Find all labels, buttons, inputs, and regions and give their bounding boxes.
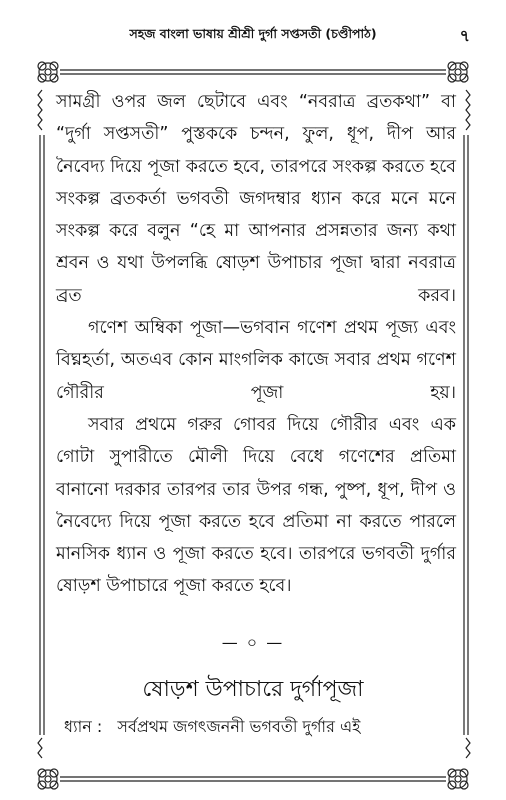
dhyan-text: সর্বপ্রথম জগৎজননী ভগবতী দুর্গার এই <box>117 717 361 736</box>
flower-ornament-icon <box>38 62 58 82</box>
running-title: সহজ বাংলা ভাষায় শ্রীশ্রী দুর্গা সপ্তসতী (চণ্ডীপাঠ) <box>129 26 377 41</box>
paragraph-2: গণেশ অম্বিকা পূজা—ভগবান গণেশ প্রথম পূজ্য এবং বিঘ্নহর্তা, অতএব কোন মাংগলিক কাজে সবার প্রথম গণেশ গৌরীর পূজা হয়। <box>56 318 456 403</box>
page-number: ৭ <box>459 26 470 45</box>
flower-ornament-icon <box>38 769 58 789</box>
flower-ornament-icon <box>448 62 468 82</box>
dhyan-line <box>64 714 450 741</box>
dhyan-label: ধ্যান : <box>64 717 103 736</box>
flower-ornament-icon <box>448 769 468 789</box>
paragraph-3: সবার প্রথমে গরুর গোবর দিয়ে গৌরীর এবং এক গোটা সুপারীতে মৌলী দিয়ে বেধে গণেশের প্রতিমা বানানো দরকার তারপর তার উপর গন্ধ, পুষ্প, ধূপ, দীপ ও নৈবেদ্যে দিয়ে পূজা করতে হবে প্রতিমা না করতে পারলে মানসিক ধ্যান ও পূজা করতে হবে। তারপরে ভগবতী দুর্গার ষোড়শ উপাচারে পূজা করতে হবে। <box>56 414 456 597</box>
section-heading: ষোড়শ উপাচারে দুর্গাপূজা <box>142 677 364 702</box>
section-separator: — ০ — <box>221 633 285 652</box>
paragraph-1: সামগ্রী ওপর জল ছেটাবে এবং “নবরাত্র ব্রতকথা” বা “দুর্গা সপ্তসতী” পুস্তককে চন্দন, ফুল, ধূপ, দীপ আর নৈবেদ্য দিয়ে পূজা করতে হবে, তারপরে সংকল্প করতে হবে সংকল্প ব্রতকর্তা ভগবতী জগদম্বার ধ্যান করে মনে মনে সংকল্প করে বলুন “হে মা আপনার প্রসন্নতার জন্য কথা শ্রবন ও যথা উপলব্ধি ষোড়শ উপাচার পূজা দ্বারা নবরাত্র ব্রত করব। <box>56 92 456 306</box>
body-text <box>56 86 456 603</box>
running-header <box>0 22 506 46</box>
